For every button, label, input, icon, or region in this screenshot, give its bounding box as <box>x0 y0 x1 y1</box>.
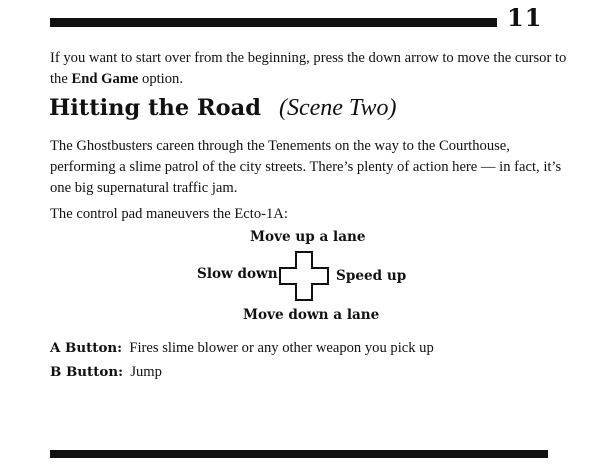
top-rule <box>50 18 497 27</box>
bottom-rule <box>50 450 548 458</box>
section-title: Hitting the Road <box>49 95 261 121</box>
intro-paragraph <box>50 48 570 90</box>
section-heading <box>49 94 397 122</box>
a-button-key: A Button: <box>50 340 123 356</box>
b-button-row <box>50 362 162 382</box>
body-paragraph: The Ghostbusters careen through the Tenements on the way to the Courthouse, performing a slime patrol of the city streets. There’s plenty of action here — in fact, it’s one big supernatural traffic jam. <box>50 138 562 196</box>
dpad-up-label: Move up a lane <box>250 229 366 245</box>
a-button-action: Fires slime blower or any other weapon you pick up <box>129 340 434 356</box>
b-button-action: Jump <box>130 364 162 380</box>
dpad-cross-icon <box>279 251 329 301</box>
dpad-down-label: Move down a lane <box>243 307 380 323</box>
intro-text-before: If you want to start over from the beginning, press the down arrow to move the cursor to the <box>50 50 567 87</box>
dpad-right-label: Speed up <box>336 268 407 284</box>
b-button-key: B Button: <box>50 364 124 380</box>
a-button-row <box>50 338 434 358</box>
page-number: 11 <box>507 3 543 32</box>
intro-text-after: option. <box>138 71 183 87</box>
end-game-option: End Game <box>71 71 139 87</box>
control-pad-intro: The control pad maneuvers the Ecto-1A: <box>50 206 288 222</box>
dpad-left-label: Slow down <box>197 266 278 282</box>
section-subtitle: (Scene Two) <box>278 95 397 121</box>
